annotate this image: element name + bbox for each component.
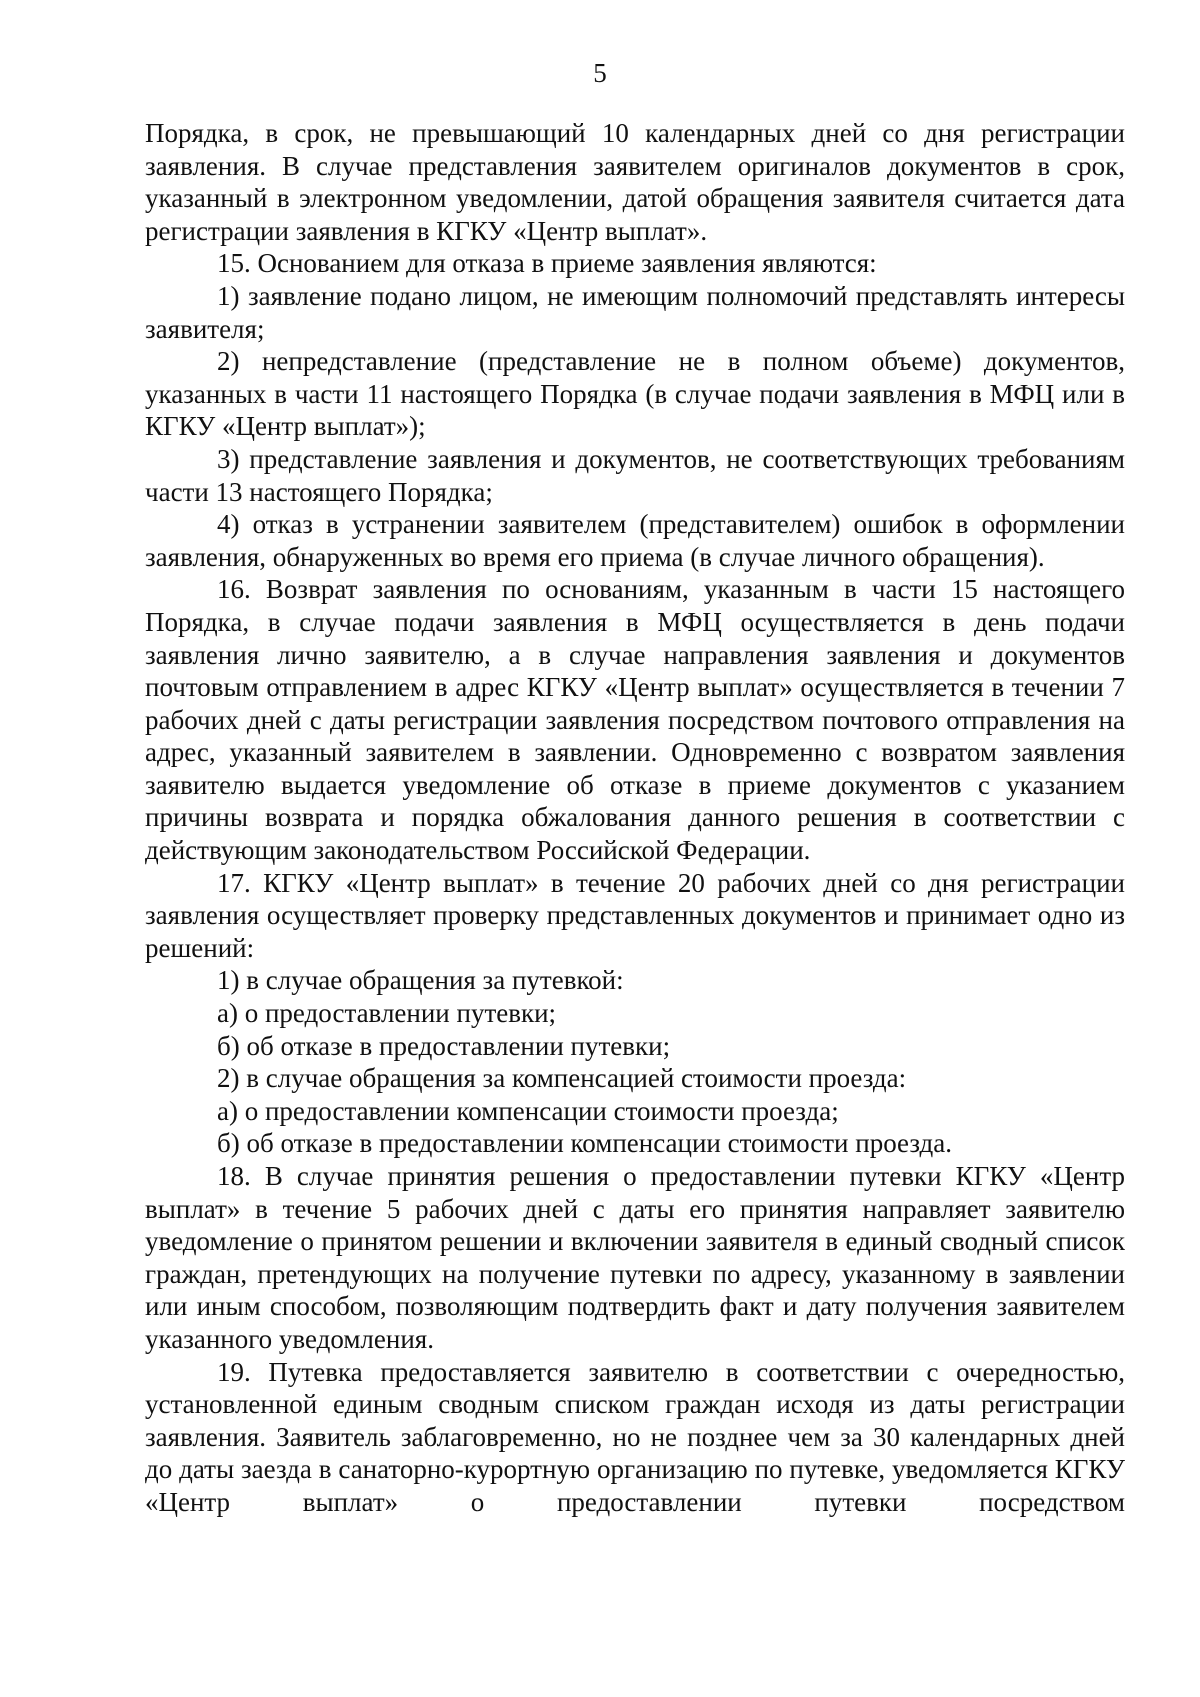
page-number: 5 <box>593 58 607 88</box>
paragraph-15: 15. Основанием для отказа в приеме заявления являются: <box>217 248 877 279</box>
paragraph-15-item-4: 4) отказ в устранении заявителем (представителем) ошибок в оформлении заявления, обнаруженных во время его приема (в случае личного обращения). <box>145 509 1125 572</box>
paragraph-17-item-1b: б) об отказе в предоставлении путевки; <box>217 1030 671 1061</box>
document-body <box>145 117 1125 1519</box>
paragraph-15-item-3: 3) представление заявления и документов, не соответствующих требованиям части 13 настоящего Порядка; <box>145 443 1125 507</box>
paragraph-continuation: Порядка, в срок, не превышающий 10 календарных дней со дня регистрации заявления. В случае представления заявителем оригиналов документов в срок, указанный в электронном уведомлении, датой обращения заявителя считается дата регистрации заявления в КГКУ «Центр выплат». <box>145 118 1125 246</box>
paragraph-17-item-1a: а) о предоставлении путевки; <box>217 998 557 1029</box>
paragraph-17: 17. КГКУ «Центр выплат» в течение 20 рабочих дней со дня регистрации заявления осуществляет проверку представленных документов и принимает одно из решений: <box>145 867 1125 963</box>
paragraph-15-item-2: 2) непредставление (представление не в полном объеме) документов, указанных в части 11 настоящего Порядка (в случае подачи заявления в МФЦ или в КГКУ «Центр выплат»); <box>145 346 1125 442</box>
paragraph-18: 18. В случае принятия решения о предоставлении путевки КГКУ «Центр выплат» в течение 5 рабочих дней с даты его принятия направляет заявителю уведомление о принятом решении и включении заявителя в единый сводный список граждан, претендующих на получение путевки по адресу, указанному в заявлении или иным способом, позволяющим подтвердить факт и дату получения заявителем указанного уведомления. <box>145 1161 1125 1354</box>
paragraph-17-item-2: 2) в случае обращения за компенсацией стоимости проезда: <box>217 1063 907 1094</box>
paragraph-17-item-1: 1) в случае обращения за путевкой: <box>217 965 624 996</box>
paragraph-15-item-1: 1) заявление подано лицом, не имеющим полномочий представлять интересы заявителя; <box>145 280 1125 344</box>
paragraph-16: 16. Возврат заявления по основаниям, указанным в части 15 настоящего Порядка, в случае подачи заявления в МФЦ осуществляется в день подачи заявления лично заявителю, а в случае направления заявления и документов почтовым отправлением в адрес КГКУ «Центр выплат» осуществляется в течении 7 рабочих дней с даты регистрации заявления посредством почтового отправления на адрес, указанный заявителем в заявлении. Одновременно с возвратом заявления заявителю выдается уведомление об отказе в приеме документов с указанием причины возврата и порядка обжалования данного решения в соответствии с действующим законодательством Российской Федерации. <box>145 574 1125 866</box>
paragraph-17-item-2b: б) об отказе в предоставлении компенсации стоимости проезда. <box>217 1128 952 1159</box>
paragraph-19: 19. Путевка предоставляется заявителю в соответствии с очередностью, установленной единым сводным списком граждан исходя из даты регистрации заявления. Заявитель заблаговременно, но не позднее чем за 30 календарных дней до даты заезда в санаторно-курортную организацию по путевке, уведомляется КГКУ «Центр выплат» о предоставлении путевки посредством <box>145 1356 1125 1517</box>
paragraph-17-item-2a: а) о предоставлении компенсации стоимости проезда; <box>217 1095 839 1126</box>
